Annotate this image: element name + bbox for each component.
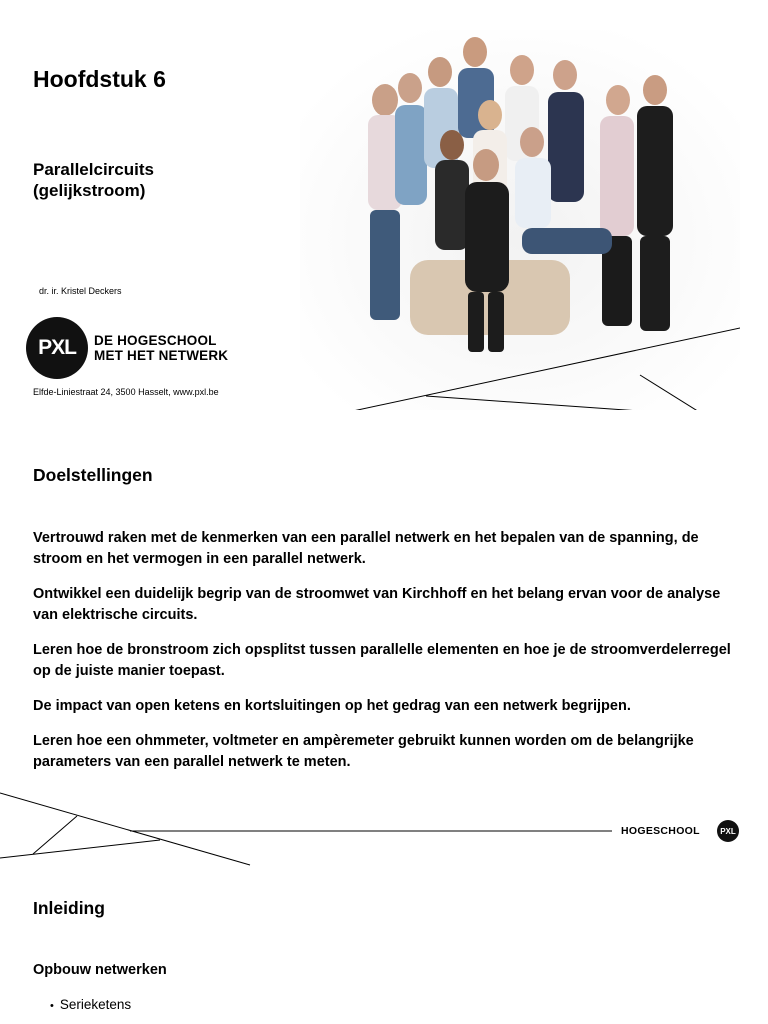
footer-pxl-logo: PXL [717,820,739,842]
footer-brand: HOGESCHOOL [621,825,700,837]
objective-item: Ontwikkel een duidelijk begrip van de stroomwet van Kirchhoff en het belang ervan voor de analyse van elektrische circuits. [33,586,721,623]
page-subtitle: Parallelcircuits (gelijkstroom) [33,160,154,200]
objective-item: Vertrouwd raken met de kenmerken van een parallel netwerk en het bepalen van de spanning, de stroom en het vermogen in een parallel netwerk. [33,530,699,567]
section-heading-doelstellingen: Doelstellingen [33,465,153,485]
pxl-logo: PXL [26,317,88,379]
author-name: dr. ir. Kristel Deckers [39,286,122,296]
section-heading-inleiding: Inleiding [33,898,105,918]
objective-item: Leren hoe een ohmmeter, voltmeter en ampèremeter gebruikt kunnen worden om de belangrijke parameters van een parallel netwerk te meten. [33,733,694,770]
bullet-list [50,997,131,1012]
page-title: Hoofdstuk 6 [33,66,166,92]
objectives-list [33,528,738,787]
objective-item: Leren hoe de bronstroom zich opsplitst tussen parallelle elementen en hoe je de stroomverdelerregel op de juiste manier toepast. [33,642,731,679]
objective-item: De impact van open ketens en kortsluitingen op het gedrag van een netwerk begrijpen. [33,698,631,714]
address-line: Elfde-Liniestraat 24, 3500 Hasselt, www.pxl.be [33,387,219,397]
subheading-opbouw: Opbouw netwerken [33,962,167,978]
logo-tagline: DE HOGESCHOOL MET HET NETWERK [94,333,229,363]
bullet-item: • Serieketens [50,997,131,1012]
group-photo [300,30,740,410]
